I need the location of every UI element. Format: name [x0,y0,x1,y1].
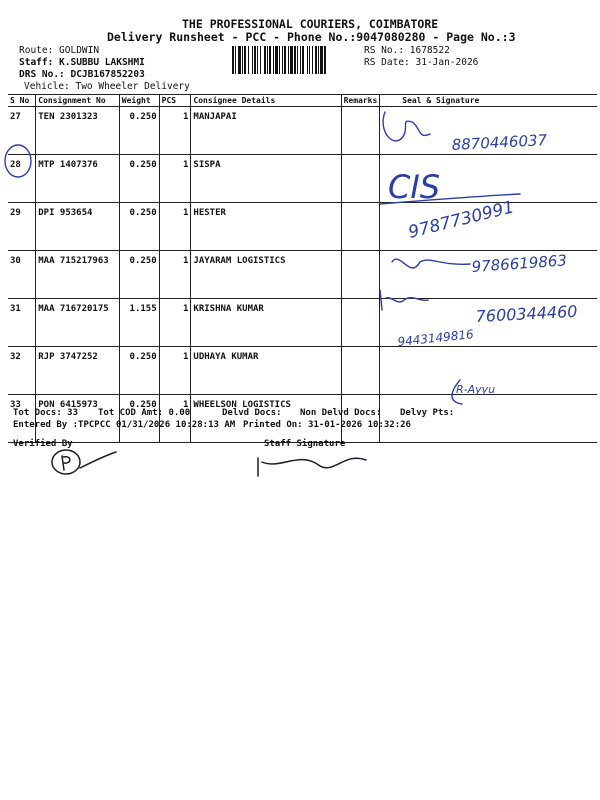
col-pcs: PCS [159,95,191,107]
printed-on: Printed On: 31-01-2026 10:32:26 [243,420,411,430]
cell-consignment: DPI 953654 [36,203,120,251]
handwritten-phone-31: 7600344460 [475,301,578,326]
rs-date: RS Date: 31-Jan-2026 [364,57,479,68]
verified-signature [62,452,116,470]
cell-sno: 27 [8,107,36,155]
cell-pcs: 1 [159,251,191,299]
col-seal: Seal & Signature [380,95,597,107]
cell-weight: 0.250 [119,107,159,155]
cell-consignee: JAYARAM LOGISTICS [191,251,341,299]
delivered-docs: Delvd Docs: [222,408,282,418]
cell-weight: 0.250 [119,251,159,299]
cell-pcs: 1 [159,155,191,203]
cell-consignee: SISPA [191,155,341,203]
cell-sno: 28 [8,155,36,203]
cell-consignment: RJP 3747252 [36,347,120,395]
cell-weight: 0.250 [119,347,159,395]
cell-consignee: KRISHNA KUMAR [191,299,341,347]
cell-consignment: MAA 715217963 [36,251,120,299]
cell-sno: 30 [8,251,36,299]
total-cod: Tot COD Amt: 0.00 [98,408,191,418]
handwritten-phone-27: 8870446037 [451,131,548,154]
cell-pcs: 1 [159,347,191,395]
drs-number: DRS No.: DCJB167852203 [19,69,145,80]
staff-signature-label: Staff Signature [264,439,346,449]
staff-signature [258,458,366,476]
verified-by-label: Verified By [13,439,73,449]
col-consignee: Consignee Details [191,95,341,107]
delivery-points: Delvy Pts: [400,408,455,418]
cell-sno: 33 [8,395,36,443]
handwritten-signature-33: R-Ayyu [456,383,496,396]
cell-sno: 32 [8,347,36,395]
cell-consignee: WHEELSON LOGISTICS [191,395,341,443]
staff: Staff: K.SUBBU LAKSHMI [19,57,145,68]
entered-by: Entered By :TPCPCC 01/31/2026 10:28:13 AM [13,420,236,430]
non-delivered-docs: Non Delvd Docs: [300,408,382,418]
cell-consignee: HESTER [191,203,341,251]
vehicle: Vehicle: Two Wheeler Delivery [24,81,190,92]
runsheet-subtitle: Delivery Runsheet - PCC - Phone No.:9047080280 - Page No.:3 [107,30,516,44]
cell-pcs: 1 [159,395,191,443]
cell-weight: 1.155 [119,299,159,347]
handwritten-phone-30: 9786619863 [471,251,568,276]
cell-weight: 0.250 [119,155,159,203]
cell-consignment: MTP 1407376 [36,155,120,203]
total-docs: Tot Docs: 33 [13,408,79,418]
route: Route: GOLDWIN [19,45,100,56]
handwritten-signature-28: CIS [388,168,441,206]
verified-initial-circle [52,450,80,474]
cell-weight: 0.250 [119,395,159,443]
cell-sno: 31 [8,299,36,347]
cell-pcs: 1 [159,299,191,347]
cell-sno: 29 [8,203,36,251]
rs-number: RS No.: 1678522 [364,45,450,56]
col-weight: Weight [119,95,159,107]
cell-weight: 0.250 [119,203,159,251]
cell-consignment: PON 6415973 [36,395,120,443]
cell-pcs: 1 [159,203,191,251]
cell-consignment: TEN 2301323 [36,107,120,155]
col-remarks: Remarks [341,95,380,107]
cell-consignee: MANJAPAI [191,107,341,155]
col-sno: S No [8,95,36,107]
cell-pcs: 1 [159,107,191,155]
cell-consignment: MAA 716720175 [36,299,120,347]
col-consignment: Consignment No [36,95,120,107]
cell-consignee: UDHAYA KUMAR [191,347,341,395]
handwritten-phone-29: 9787730991 [406,197,517,243]
handwritten-phone-32: 9443149816 [396,327,475,349]
company-title: THE PROFESSIONAL COURIERS, COIMBATORE [182,17,439,31]
